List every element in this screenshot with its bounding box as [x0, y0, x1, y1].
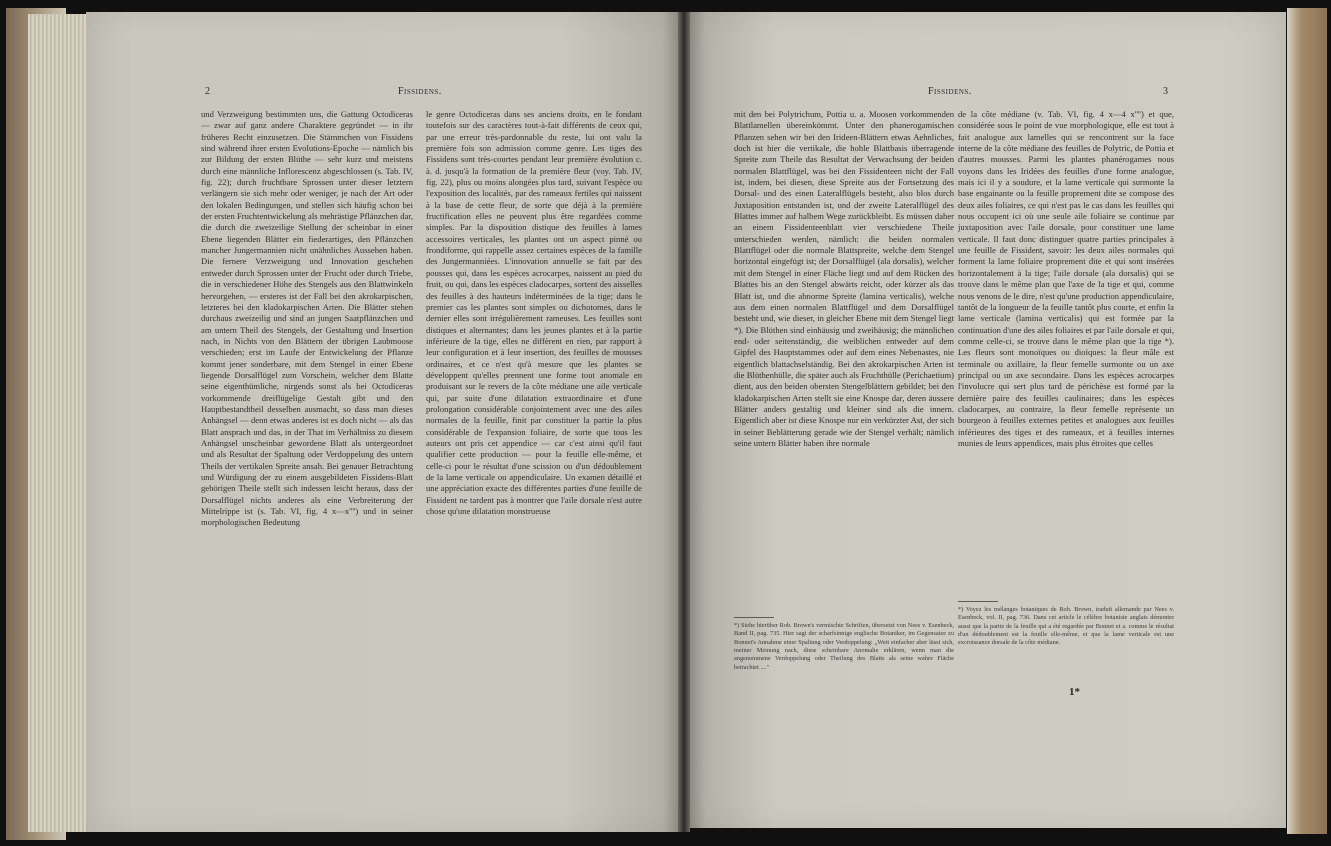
book-cover-right	[1287, 8, 1327, 834]
footnote-rule-right	[958, 601, 998, 602]
signature-mark: 1*	[1069, 686, 1080, 698]
left-german-text: und Verzweigung bestimmten uns, die Gattung Octodiceras — zwar auf ganz andere Charaktere gegründet — in ihr früheres Recht einzusetzen. Die Stämmchen von Fissidens sind während ihrer ersten Evolutions-Epoche — nämlich bis zur Bildung der ersten Blüthe — sehr kurz und meistens durch eine männliche Inflorescenz abgeschlossen (s. Tab. IV, fig. 22); durch fruchtbare Sprossen unter dieser letztern verlängern sie sich mehr oder weniger, je nach der Art oder den lokalen Bedingungen, und stellen sich häufig schon bei der ersten Fruchtentwickelung als mehrästige Pflänzchen dar, die durch die zweizeilige Stellung der scheinbar in einer Ebene liegenden Blätter ein fiederartiges, den Pflänzchen mancher Jungermannien nicht unähnliches Aussehen haben. Die fernere Verzweigung und Innovation geschehen entweder durch Sprossen unter der Frucht oder durch Triebe, die in verschiedener Höhe des Stengels aus den Blattwinkeln hervorgehen, — ersteres ist der Fall bei den akrokarpischen, letzteres bei den kladokarpischen Arten. Die Blätter stehen durchaus zweizeilig und sind an jungen Saatpflänzchen und am untern Theil des Stengels, der Gestaltung und Insertion nach, in Nichts von den Blättern der übrigen Laubmoose verschieden; erst im Laufe der Entwickelung der Pflanze kommt jener sonderbare, mit dem Stengel in einer Ebene liegende Dorsalflügel zum Vorschein, welcher dem Blatte seine eigenthümliche, nirgends sonst als bei Octodiceras vorkommende dreiflügelige Gestalt gibt und den Hauptbestandtheil desselben ausmacht, so dass man dieses Anhängsel — denn etwas anderes ist es doch nicht — als das Blatt ansprach und das, in der That im Verhältniss zu diesem Anhängsel unscheinbar gewordene Blatt als untergeordnet und als Resultat der Spaltung oder Verdoppelung des untern Theils der vertikalen Spreite ansah. Bei genauer Betrachtung und Würdigung der zu einem ausgebildeten Fissidens-Blatt gehörigen Theile stellt sich indessen leicht heraus, dass der Dorsalflügel nichts anderes als eine Verbreiterung der Mittelrippe ist (s. Tab. VI, fig. 4 x—x'''') und in seiner morphologischen Bedeutung	[201, 109, 413, 528]
left-french-text: le genre Octodiceras dans ses anciens droits, en le fondant toutefois sur des caractères tout-à-fait différents de ceux qui, par une erreur très-pardonnable du reste, lui ont valu la première fois son admission comme genre. Les tiges des Fissidens sont très-courtes pendant leur première évolution c. à. d. jusqu'à la formation de la première fleur (voy. Tab. IV, fig. 22), plus ou moins alongées plus tard, suivant l'espèce ou l'exposition des localités, par des rameaux fertiles qui naissent à la base de cette fleur, de sorte que déjà à la première fructification elles ne peuvent plus être regardées comme simples. Par la disposition distique des feuilles à lames accessoires verticales, les plantes ont un aspect pinné ou frondiforme, qui rappelle assez certaines espèces de la famille des Jungermanniées. L'innovation annuelle se fait par des pousses qui, dans les espèces acrocarpes, naissent au pied du fruit, ou qui, dans les espèces cladocarpes, sortent des aisselles des feuilles à des hauteurs indéterminées de la tige; dans le premier cas les plantes sont simples ou dichotomes, dans le dernier elles sont irrégulièrement rameuses. Les feuilles sont distiques et alternantes; dans les jeunes plantes et à la partie inférieure de la tige, elles ne diffèrent en rien, par rapport à leur configuration et à leur insertion, des feuilles de mousses ordinaires, et ce n'est qu'à mesure que les plantes se développent qu'elles prennent une forme tout anomale en produisant sur le revers de la côte médiane une aile verticale qui, par suite d'une dilatation extraordinaire et d'une prolongation considérable conjointement avec une des ailes normales de la feuille, finit par constituer la partie la plus considérable de l'expansion foliaire, de sorte que tous les auteurs ont pris cet appendice — car c'est ainsi qu'il faut qualifier cette production — pour la feuille elle-même, et celle-ci pour le résultat d'une scission ou d'un dédoublement de la lame verticale ou appendiculaire. Un examen détaillé et une appréciation exacte des différentes parties d'une feuille de Fissident ne tardent pas à montrer que l'aile dorsale n'est autre chose qu'une dilatation monstrueuse	[426, 109, 642, 517]
page-number-right: 3	[1163, 86, 1169, 97]
right-german-text: mit den bei Polytrichum, Pottia u. a. Moosen vorkommenden Blattlamellen übereinkömmt. Unter den phanerogamischen Pflanzen sehen wir bei den Irideen-Blättern etwas Aehnliches, doch ist hier die vertikale, die hohle Blattbasis überragende Spreite zum Theile das Resultat der Verwachsung der beiden normalen Blattflügel, was bei den Fissidenteen nicht der Fall ist, indem, bei diesen, diese Spreite aus der Fortsetzung des Dorsal- und des einen Lateralflügels besteht, also blos durch Juxtaposition entstanden ist, und der zweite Lateralflügel des Blattes immer auf halbem Wege zurückbleibt. Es müssen daher an einem Fissidenteenblatt vier verschiedene Theile unterschieden werden, nämlich: die beiden normalen Blattflügel oder die normale Blattspreite, welche dem Stengel horizontal eingefügt ist; der Dorsalflügel (ala dorsalis), welcher mit dem Stengel in einer Fläche liegt und auf dem Rücken des Blattes bis an den Stengel abwärts reicht, oder kürzer als das Blatt ist, und die abnorme Spreite (lamina verticalis), welche aus dem einen normalen Blattflügel und dem Dorsalflügel besteht und, wie dieser, in gleicher Ebene mit dem Stengel liegt *). Die Blüthen sind einhäusig und zweihäusig; die männlichen end- oder seitenständig, die weiblichen entweder auf dem Gipfel des Hauptstammes oder auf dem eines Nebenastes, nie eigentlich blattachselständig. Bei den akrokarpischen Arten ist die Blüthenhülle, die später auch als Fruchthülle (Perichaetium) dient, aus den beiden obersten Stengelblättern gebildet; bei den kladokarpischen Arten stellt sie eine Knospe dar, deren äussere Blätter anders gestaltig und kleiner sind als die innern. Eigentlich aber ist diese Knospe nur ein verkürzter Ast, der sich in seiner Beblätterung gerade wie der Stengel verhält; nämlich seine untern Blätter haben ihre normale	[734, 109, 954, 448]
right-page-german-column	[734, 109, 954, 609]
right-page-french-column	[958, 109, 1174, 592]
page-number-left: 2	[205, 86, 211, 97]
page-edges-left	[28, 14, 90, 832]
left-page-german-column	[201, 109, 413, 695]
running-head-left: Fissidens.	[398, 86, 442, 97]
footnote-rule-left	[734, 617, 774, 618]
right-french-text: de la côte médiane (v. Tab. VI, fig. 4 x—4 x'''') et que, considérée sous le point de vue morphologique, elle est tout à fait analogue aux lamelles qui se rencontrent sur la face interne de la côte médiane des feuilles de Polytric, de Pottia et d'autres mousses. Parmi les plantes phanérogames nous voyons dans les Iridées des feuilles d'une forme analogue, mais ici il y a soudure, et la lame verticale qui surmonte la base engainante ou la feuille proprement dite se compose des deux ailes foliaires, ce qui n'est pas le cas dans les feuilles qui nous occupent ici où une seule aile foliaire se continue par juxtaposition avec l'aile dorsale, pour constituer une lame verticale. Il faut donc distinguer quatre parties principales à une feuille de Fissident, savoir: les deux ailes normales qui forment la lame foliaire proprement dite et qui sont insérées horizontalement à la tige; l'aile dorsale (ala dorsalis) qui se trouve dans le même plan que l'axe de la tige et qui, comme nous venons de le dire, n'est qu'une production appendiculaire, tantôt de la longueur de la feuille tantôt plus courte, et enfin la lame verticale (lamina verticalis) qui est formée par la continuation d'une des ailes foliaires et par l'aile dorsale et qui, comme celle-ci, se trouve dans le même plan que la tige *). Les fleurs sont monoïques ou dioïques: la fleur mâle est terminale ou axillaire, la fleur femelle surmonte ou un axe principal ou un axe secondaire. Dans les espèces acrocarpes l'involucre qui sert plus tard de périchèse est formé par la dernière paire des feuilles caulinaires; dans les espèces cladocarpes, au contraire, la fleur femelle représente un bourgeon à feuilles externes petites et analogues aux feuilles inférieures des tiges et des rameaux, et à feuilles internes munies de leurs appendices, mais plus étroites que celles	[958, 109, 1174, 448]
running-head-right: Fissidens.	[928, 86, 972, 97]
footnote-french: *) Voyez les mélanges botaniques de Rob. Brown, traduit allemande par Nees v. Esenbeck, vol. II, pag. 736. Dans cet article le célèbre botaniste anglais démontre aussi que la partie de la feuille qui a été regardée par Bonnet et a. comme le résultat d'un dédoublement est la feuille elle-même, et que la lame verticale est une excroissance dorsale de la côte médiane.	[958, 606, 1174, 647]
left-page-french-column	[426, 109, 642, 695]
book-gutter	[678, 12, 690, 832]
footnote-german: *) Siehe hierüber Rob. Brown's vermischte Schriften, übersetzt von Nees v. Esenbeck, Band II, pag. 735. Hier sagt der scharfsinnige englische Botaniker, im Gegensatze zu Bonnet's Annahme einer Spaltung oder Verdoppelung: „Weit einfacher aber lässt sich, meiner Meinung nach, diese scheinbare Anomalie erklären, wenn man die angenommene Verdoppelung oder Theilung des Blatts als seine wahre Fläche betrachtet ...."	[734, 622, 954, 671]
